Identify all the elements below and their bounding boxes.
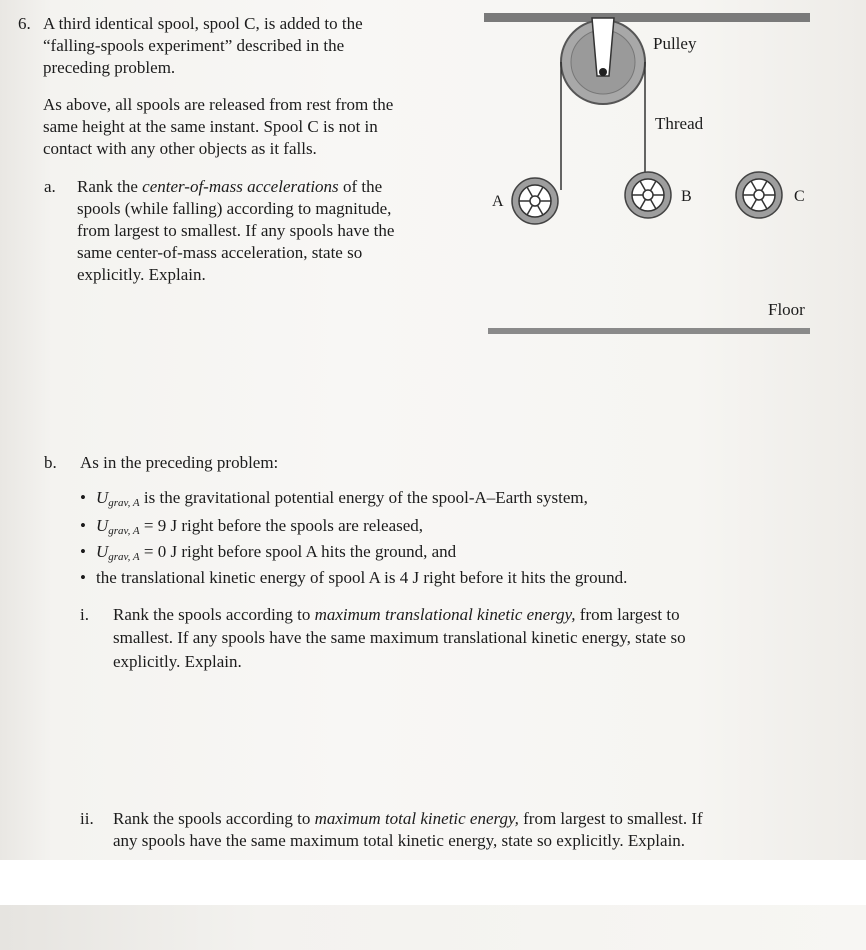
para2-line-1: As above, all spools are released from rest from the bbox=[43, 95, 394, 114]
sub-ii-line-1: Rank the spools according to maximum total kinetic energy, from largest to smallest. If bbox=[113, 809, 703, 828]
problem-number: 6. bbox=[18, 14, 31, 33]
next-page-edge bbox=[0, 905, 866, 950]
ceiling-bar bbox=[484, 13, 810, 22]
part-a-line-3: from largest to smallest. If any spools have the bbox=[77, 221, 395, 240]
spool-c-label: C bbox=[794, 188, 805, 205]
bullet-dot-1: • bbox=[80, 488, 86, 507]
floor-label: Floor bbox=[768, 300, 805, 319]
part-a-line-5: explicitly. Explain. bbox=[77, 265, 206, 284]
bullet-4: the translational kinetic energy of spool A is 4 J right before it hits the ground. bbox=[96, 568, 628, 587]
pulley-label: Pulley bbox=[653, 34, 697, 53]
part-a-line-4: same center-of-mass acceleration, state so bbox=[77, 243, 363, 262]
part-a-line-2: spools (while falling) according to magnitude, bbox=[77, 199, 392, 218]
bullet-1: Ugrav, A is the gravitational potential energy of the spool-A–Earth system, bbox=[96, 488, 588, 509]
pulley-axle bbox=[599, 68, 607, 76]
para2-line-2: same height at the same instant. Spool C is not in bbox=[43, 117, 378, 136]
bullet-3: Ugrav, A = 0 J right before spool A hits the ground, and bbox=[96, 542, 457, 563]
intro-line-2: “falling-spools experiment” described in the bbox=[43, 36, 345, 55]
sub-i-line-3: explicitly. Explain. bbox=[113, 652, 242, 671]
bullet-dot-3: • bbox=[80, 542, 86, 561]
floor-bar bbox=[488, 328, 810, 334]
sub-ii-label: ii. bbox=[80, 809, 94, 828]
part-a-label: a. bbox=[44, 177, 56, 196]
intro-line-3: preceding problem. bbox=[43, 58, 176, 77]
spool-a-icon bbox=[512, 178, 558, 224]
part-a-line-1: Rank the center-of-mass accelerations of the bbox=[77, 177, 383, 196]
part-b-label: b. bbox=[44, 453, 57, 472]
sub-i-line-1: Rank the spools according to maximum translational kinetic energy, from largest to bbox=[113, 605, 680, 624]
spool-a-label: A bbox=[492, 193, 504, 210]
sub-i-line-2: smallest. If any spools have the same maximum translational kinetic energy, state so bbox=[113, 628, 686, 647]
thread-label: Thread bbox=[655, 114, 704, 133]
intro-line-1: A third identical spool, spool C, is added to the bbox=[43, 14, 363, 33]
spool-b-label: B bbox=[681, 188, 692, 205]
para2-line-3: contact with any other objects as it falls. bbox=[43, 139, 317, 158]
sub-i-label: i. bbox=[80, 605, 89, 624]
spool-b-icon bbox=[625, 172, 671, 218]
part-b-intro: As in the preceding problem: bbox=[80, 453, 279, 472]
sub-ii-line-2: any spools have the same maximum total kinetic energy, state so explicitly. Explain. bbox=[113, 831, 686, 850]
bullet-2: Ugrav, A = 9 J right before the spools are released, bbox=[96, 516, 424, 537]
spool-c-icon bbox=[736, 172, 782, 218]
spool-diagram bbox=[470, 0, 866, 350]
bullet-dot-4: • bbox=[80, 568, 86, 587]
bullet-dot-2: • bbox=[80, 516, 86, 535]
